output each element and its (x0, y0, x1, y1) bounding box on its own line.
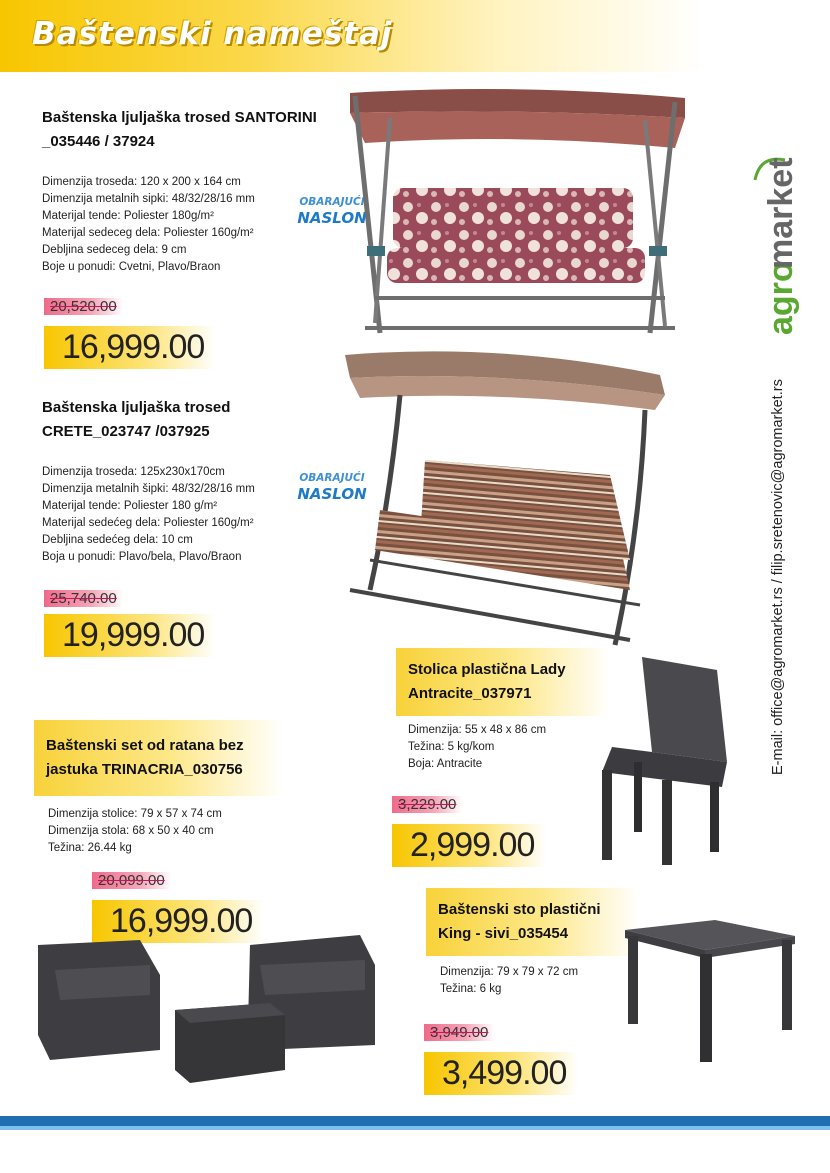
old-price: 20,099.00 (92, 872, 171, 889)
page-title: Baštenski nameštaj (32, 16, 393, 52)
logo-market: market (762, 157, 800, 269)
product-specs: Dimenzija: 55 x 48 x 86 cm Težina: 5 kg/kom Boja: Antracite (408, 724, 547, 770)
product-specs: Dimenzija troseda: 120 x 200 x 164 cm Dimenzija metalnih sipki: 48/32/28/16 mm Materijal tende: Poliester 180g/m² Materijal sedeceg dela: Poliester 160g/m² Debljina sedeceg dela: 9 cm Boje u ponudi: Cvetni, Plavo/Braon (42, 176, 255, 273)
product-specs: Dimenzija stolice: 79 x 57 x 74 cm Dimenzija stola: 68 x 50 x 40 cm Težina: 26.44 kg (48, 808, 222, 854)
footer-band (0, 1116, 830, 1126)
new-price: 19,999.00 (44, 614, 216, 657)
old-price: 25,740.00 (44, 590, 123, 607)
old-price: 3,229.00 (392, 796, 462, 813)
svg-text:E-mail: office@agromarket.rs: E-mail: office@agromarket.rs / filip.sretenovic@agromarket.rs (770, 379, 786, 775)
product-title: Baštenska ljuljaška trosed SANTORINI _035446 / 37924 (42, 109, 317, 150)
rattan-set-image (30, 935, 380, 1085)
reclining-backrest-badge: OBARAJUĆI NASLON (297, 196, 367, 227)
product-specs: Dimenzija: 79 x 79 x 72 cm Težina: 6 kg (440, 966, 579, 995)
reclining-backrest-badge: OBARAJUĆI NASLON (297, 472, 367, 503)
agromarket-logo (740, 150, 820, 340)
product-crete (42, 396, 332, 566)
new-price: 16,999.00 (92, 900, 264, 943)
header-banner (0, 0, 830, 72)
product-specs: Dimenzija troseda: 125x230x170cm Dimenzija metalnih šipki: 48/32/28/16 mm Materijal tende: Poliester 180 g/m² Materijal sedećeg dela: Poliester 160g/m² Debljina sedećeg dela: 10 cm Boja u ponudi: Plavo/bela, Plavo/Braon (42, 466, 255, 563)
old-price: 20,520.00 (44, 298, 123, 315)
product-title: Baštenski set od ratana bez jastuka TRINACRIA_030756 (34, 720, 284, 796)
old-price: 3,949.00 (424, 1024, 494, 1041)
new-price: 16,999.00 (44, 326, 216, 369)
product-title: Baštenska ljuljaška trosed CRETE_023747 /037925 (42, 399, 231, 440)
logo-agro: agro (762, 261, 800, 335)
king-table-image (620, 918, 800, 1068)
product-title: Baštenski sto plastični King - sivi_035454 (426, 888, 640, 956)
contact-email-text (766, 345, 790, 775)
new-price: 2,999.00 (392, 824, 546, 867)
new-price: 3,499.00 (424, 1052, 578, 1095)
product-title: Stolica plastična Lady Antracite_037971 (396, 648, 610, 716)
product-santorini (42, 106, 332, 276)
swing-santorini-image (345, 88, 690, 340)
lady-chair-image (592, 652, 732, 870)
swing-crete-image (340, 350, 680, 655)
footer-blank (0, 1130, 830, 1173)
